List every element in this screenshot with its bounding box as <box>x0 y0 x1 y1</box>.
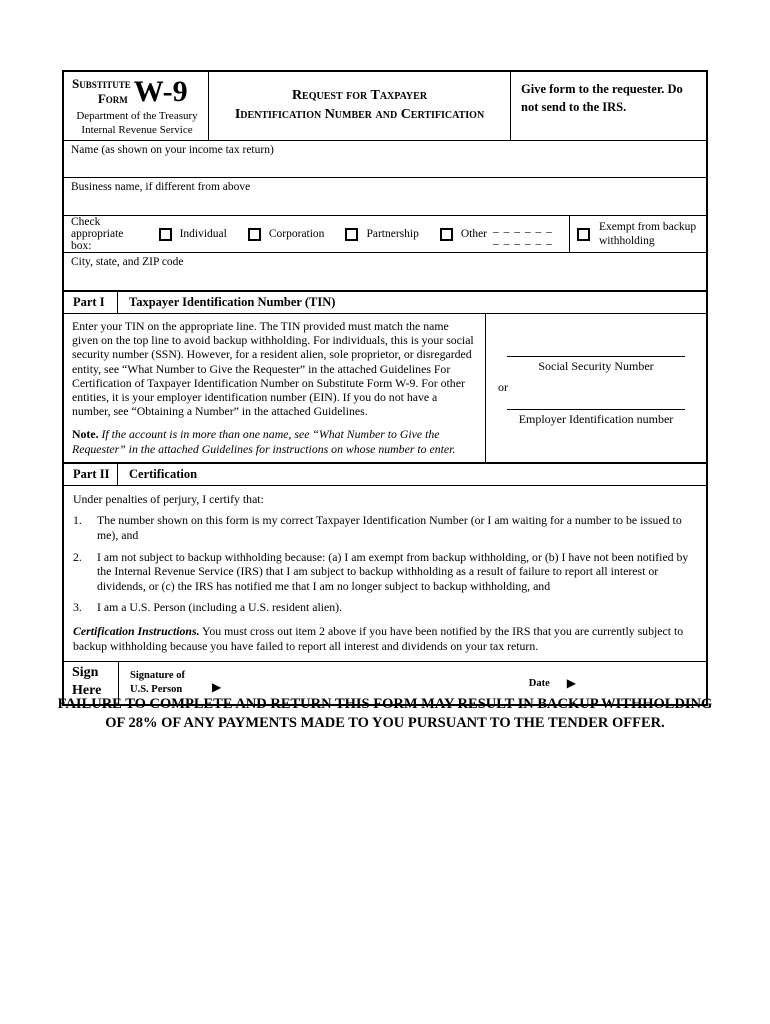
city-state-zip-row <box>64 252 706 290</box>
form-title-cell <box>209 72 511 140</box>
or-label: or <box>498 380 508 394</box>
certification-instructions-text: You must cross out item 2 above if you have been notified by the IRS that you are currently subject to backup withholding because you have failed to report all interest and dividends on your tax return. <box>73 623 684 653</box>
individual-checkbox[interactable] <box>159 228 172 241</box>
business-name-input[interactable] <box>64 194 706 215</box>
item-2-text: I am not subject to backup withholding because: (a) I am exempt from backup withholding, or (b) I have not been notified by the Internal Revenue Service (IRS) that I am subject to backup withholding as a result of failure to report all interest or dividends, or (c) the IRS has notified me that I am no longer subject to backup withholding, and <box>97 549 689 593</box>
entity-type-options <box>64 216 569 252</box>
check-box-prompt: Check appropriate box: <box>71 216 124 252</box>
w9-form-table <box>62 70 708 706</box>
ein-label: Employer Identification number <box>518 412 674 426</box>
dept-line-1: Department of the Treasury <box>76 109 198 122</box>
date-label: Date <box>528 677 550 689</box>
date-group <box>529 677 636 689</box>
substitute-form-label <box>72 77 131 107</box>
note-label: Note. <box>72 427 99 442</box>
item-2-number: 2. <box>73 549 82 564</box>
partnership-checkbox[interactable] <box>345 228 358 241</box>
tin-entry-column <box>485 314 706 462</box>
entity-type-row <box>64 215 706 252</box>
business-name-row <box>64 177 706 215</box>
other-input[interactable]: _ _ _ _ _ _ _ _ _ _ _ _ <box>493 222 553 246</box>
city-state-zip-input[interactable] <box>64 269 706 290</box>
signature-label-line-2: U.S. Person <box>130 684 183 696</box>
sign-here-line-1: Sign <box>72 665 99 681</box>
exempt-cell <box>569 216 706 252</box>
certification-instructions <box>73 624 697 653</box>
individual-label: Individual <box>179 228 227 240</box>
certification-instructions-label: Certification Instructions. <box>73 623 200 638</box>
note-text: If the account is in more than one name, see “What Number to Give the Requester” in the attached Guidelines for instructions on whose number to enter. <box>72 427 456 456</box>
warning-line-1: FAILURE TO COMPLETE AND RETURN THIS FORM MAY RESULT IN BACKUP WITHHOLDING <box>57 696 713 712</box>
date-arrow-icon: ▶ <box>566 676 576 691</box>
part1-label: Part I <box>64 292 118 313</box>
certification-intro: Under penalties of perjury, I certify that: <box>73 491 264 506</box>
substitute-label: Substitute <box>72 76 131 91</box>
exempt-checkbox[interactable] <box>577 228 590 241</box>
name-row <box>64 140 706 177</box>
form-number: W-9 <box>133 75 188 108</box>
exempt-label: Exempt from backup withholding <box>599 220 697 247</box>
requester-note: Give form to the requester. Do not send to the IRS. <box>521 82 683 114</box>
masthead <box>72 77 202 107</box>
name-label: Name (as shown on your income tax return) <box>71 144 274 156</box>
part2-header <box>64 462 706 485</box>
other-label: Other <box>460 228 488 240</box>
signature-arrow-icon: ▶ <box>211 680 222 695</box>
ein-group <box>498 409 694 427</box>
signature-label-line-1: Signature of <box>130 670 185 681</box>
requester-note-cell <box>511 72 706 140</box>
partnership-label: Partnership <box>366 228 419 240</box>
backup-withholding-warning <box>0 695 770 733</box>
city-state-zip-label: City, state, and ZIP code <box>71 256 184 268</box>
part1-instructions <box>64 314 485 462</box>
ssn-label: Social Security Number <box>538 359 654 373</box>
dept-line-2: Internal Revenue Service <box>81 123 193 136</box>
name-input[interactable] <box>64 157 706 177</box>
part1-header <box>64 290 706 313</box>
signature-label <box>130 669 185 697</box>
corporation-option <box>248 228 325 241</box>
certification-item-3 <box>73 600 697 615</box>
other-checkbox[interactable] <box>440 228 453 241</box>
partnership-option <box>345 228 418 241</box>
form-title-line-1: Request for Taxpayer <box>291 88 428 104</box>
corporation-checkbox[interactable] <box>248 228 261 241</box>
business-name-label: Business name, if different from above <box>71 181 251 193</box>
warning-line-2: OF 28% OF ANY PAYMENTS MADE TO YOU PURSUANT TO THE TENDER OFFER. <box>105 715 665 732</box>
individual-option <box>159 228 227 241</box>
form-title-line-2: Identification Number and Certification <box>234 107 485 122</box>
other-option <box>440 222 562 246</box>
corporation-label: Corporation <box>268 228 325 240</box>
part2-label: Part II <box>64 464 118 485</box>
item-1-text: The number shown on this form is my correct Taxpayer Identification Number (or I am waiting for a number to be issued to me), and <box>97 513 682 543</box>
tin-instructions-paragraph: Enter your TIN on the appropriate line. The TIN provided must match the name given on the top line to avoid backup withholding. For individuals, this is your social security number (SSN). However, for a resident alien, sole proprietor, or disregarded entity, see “What Number to Give the Requester” in the attached Guidelines For Certification of Taxpayer Identification Number on Substitute Form W-9. For other entities, it is your employer identification number (EIN). If you do not have a number, see “Obtaining a Number” in the attached Guidelines. <box>72 319 474 419</box>
tin-note-paragraph <box>72 427 477 455</box>
item-3-number: 3. <box>73 600 82 615</box>
certification-item-1 <box>73 513 697 542</box>
part2-body <box>64 485 706 661</box>
form-identity-cell <box>64 72 209 140</box>
part2-title: Certification <box>129 466 198 481</box>
ssn-group <box>498 356 694 374</box>
item-3-text: I am a U.S. Person (including a U.S. resident alien). <box>97 600 343 615</box>
form-label: Form <box>97 90 128 106</box>
sign-here-line-2: Here <box>72 683 102 699</box>
form-header <box>64 72 706 140</box>
department-lines <box>72 110 202 138</box>
part1-body <box>64 313 706 462</box>
item-1-number: 1. <box>73 513 82 528</box>
part1-title: Taxpayer Identification Number (TIN) <box>129 295 336 309</box>
certification-item-2 <box>73 550 697 594</box>
